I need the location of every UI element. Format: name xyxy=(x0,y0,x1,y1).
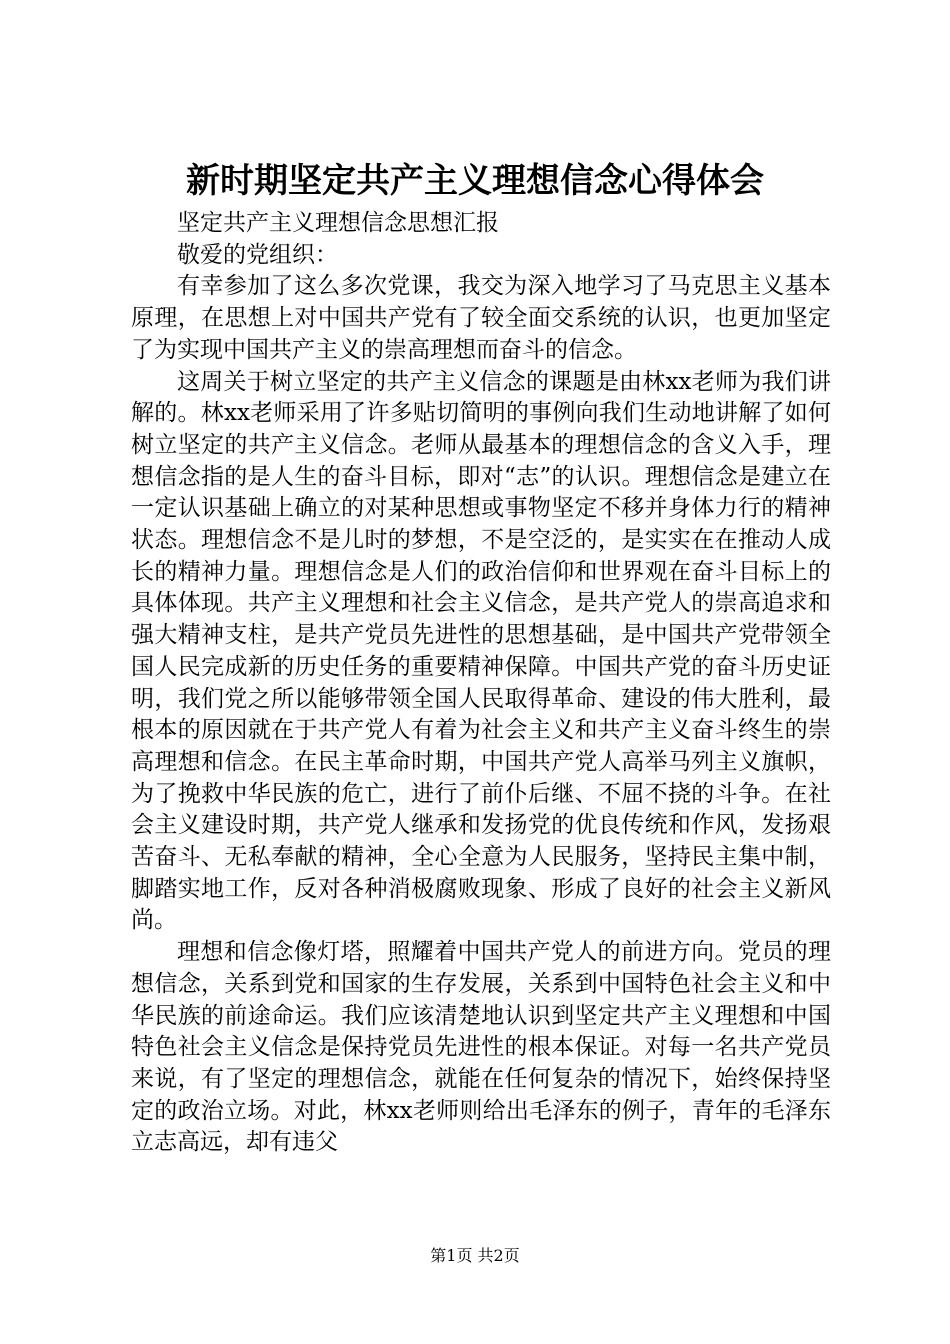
body-paragraph-2: 这周关于树立坚定的共产主义信念的课题是由林xx老师为我们讲解的。林xx老师采用了许多贴切简明的事例向我们生动地讲解了如何树立坚定的共产主义信念。老师从最基本的理想信念的含义入手，理想信念指的是人生的奋斗目标，即对“志”的认识。理想信念是建立在一定认识基础上确立的对某种思想或事物坚定不移并身体力行的精神状态。理想信念不是儿时的梦想，不是空泛的，是实实在在推动人成长的精神力量。理想信念是人们的政治信仰和世界观在奋斗目标上的具体体现。共产主义理想和社会主义信念，是共产党人的崇高追求和强大精神支柱，是共产党员先进性的思想基础，是中国共产党带领全国人民完成新的历史任务的重要精神保障。中国共产党的奋斗历史证明，我们党之所以能够带领全国人民取得革命、建设的伟大胜利，最根本的原因就在于共产党人有着为社会主义和共产主义奋斗终生的崇高理想和信念。在民主革命时期，中国共产党人高举马列主义旗帜，为了挽救中华民族的危亡，进行了前仆后继、不屈不挠的斗争。在社会主义建设时期，共产党人继承和发扬党的优良传统和作风，发扬艰苦奋斗、无私奉献的精神，全心全意为人民服务，坚持民主集中制，脚踏实地工作，反对各种消极腐败现象、形成了良好的社会主义新风尚。 xyxy=(131,368,831,934)
body-paragraph-3: 理想和信念像灯塔，照耀着中国共产党人的前进方向。党员的理想信念，关系到党和国家的生存发展，关系到中国特色社会主义和中华民族的前途命运。我们应该清楚地认识到坚定共产主义理想和中国特色社会主义信念是保持党员先进性的根本保证。对每一名共产党员来说，有了坚定的理想信念，就能在任何复杂的情况下，始终保持坚定的政治立场。对此，林xx老师则给出毛泽东的例子，青年的毛泽东立志高远，却有违父 xyxy=(131,939,831,1156)
body-paragraph-1: 有幸参加了这么多次党课，我交为深入地学习了马克思主义基本原理，在思想上对中国共产党有了较全面交系统的认识，也更加坚定了为实现中国共产主义的崇高理想而奋斗的信念。 xyxy=(131,273,831,363)
page-number-footer: 第1页 共2页 xyxy=(430,1246,520,1265)
document-body xyxy=(131,208,831,1159)
document-title: 新时期坚定共产主义理想信念心得体会 xyxy=(186,161,764,201)
subtitle-paragraph: 坚定共产主义理想信念思想汇报 xyxy=(177,210,499,236)
salutation-paragraph: 敬爱的党组织： xyxy=(177,241,338,268)
